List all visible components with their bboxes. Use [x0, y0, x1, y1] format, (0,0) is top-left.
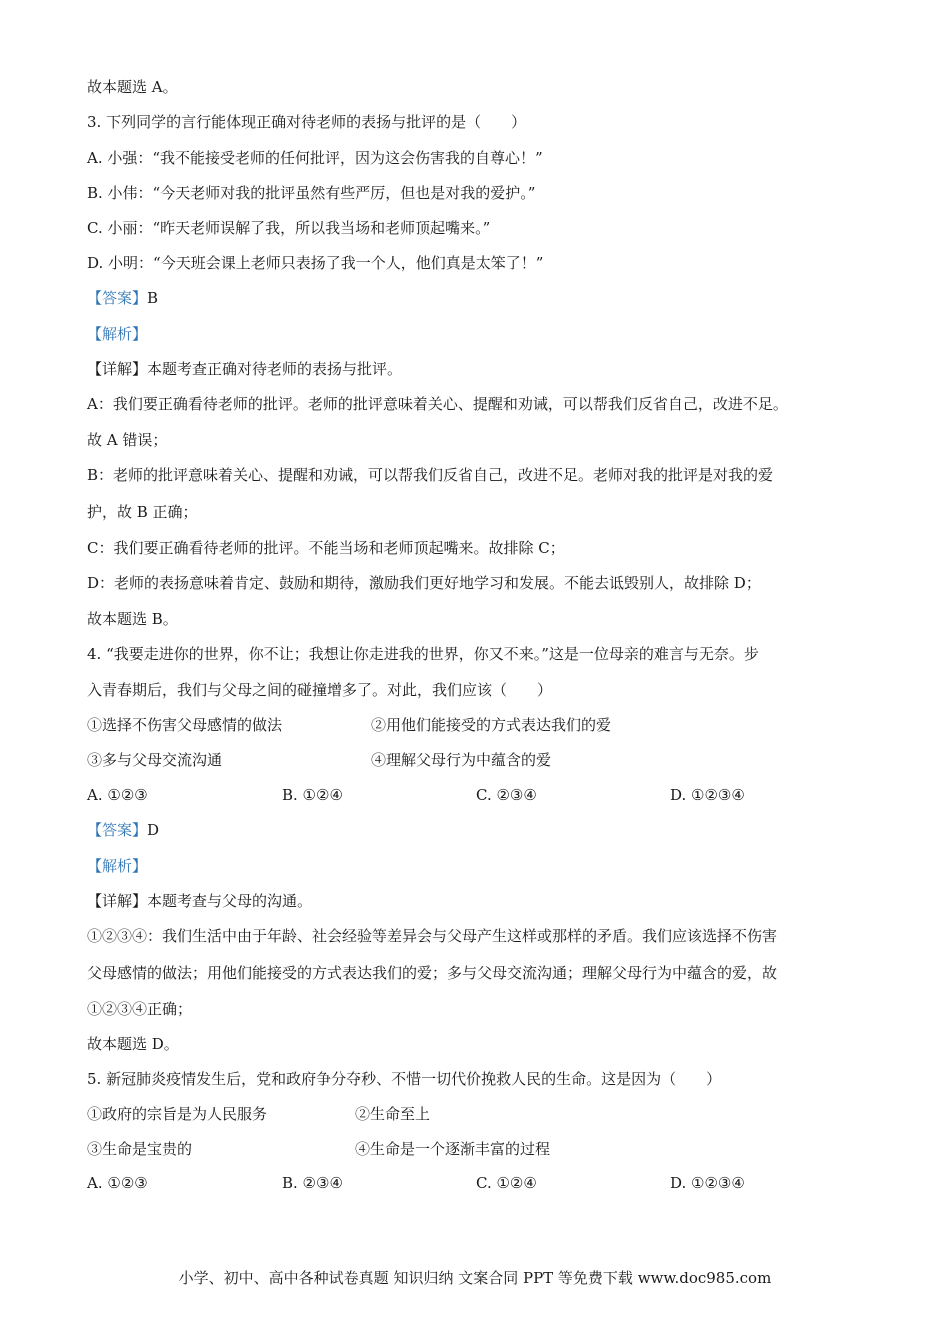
question-3-option-c: C. 小丽：“昨天老师误解了我，所以我当场和老师顶起嘴来。” — [87, 219, 491, 237]
detail-b-cont-q3: 护，故 B 正确； — [87, 503, 198, 521]
question-5-item-4: ④生命是一个逐渐丰富的过程 — [355, 1140, 551, 1158]
answer-label: 【答案】 — [87, 289, 148, 307]
answer-line-q4 — [87, 820, 159, 840]
page-footer: 小学、初中、高中各种试卷真题 知识归纳 文案合同 PPT 等免费下载 www.doc985.com — [178, 1269, 772, 1287]
question-5-choice-d: D. ①②③④ — [670, 1174, 745, 1192]
detail-d-q3: D：老师的表扬意味着肯定、鼓励和期待，激励我们更好地学习和发展。不能去诋毁别人，故排除 D； — [87, 574, 761, 592]
question-3-option-d: D. 小明：“今天班会课上老师只表扬了我一个人，他们真是太笨了！” — [87, 254, 544, 272]
answer-line-q3 — [87, 288, 158, 308]
detail-a-q3: A：我们要正确看待老师的批评。老师的批评意味着关心、提醒和劝诫，可以帮我们反省自己，改进不足。 — [87, 395, 788, 413]
detail-body-end-q4: ①②③④正确； — [87, 1000, 193, 1018]
question-5-choice-b: B. ②③④ — [282, 1174, 343, 1192]
analysis-label-q4: 【解析】 — [87, 857, 148, 875]
question-4-choice-d: D. ①②③④ — [670, 786, 745, 804]
question-4-item-2: ②用他们能接受的方式表达我们的爱 — [371, 716, 612, 734]
detail-b-q3: B：老师的批评意味着关心、提醒和劝诫，可以帮我们反省自己，改进不足。老师对我的批评是对我的爱 — [87, 466, 774, 484]
question-5-item-3: ③生命是宝贵的 — [87, 1140, 193, 1158]
detail-body-cont-q4: 父母感情的做法；用他们能接受的方式表达我们的爱；多与父母交流沟通；理解父母行为中蕴含的爱，故 — [87, 964, 778, 982]
question-4-choice-b: B. ①②④ — [282, 786, 343, 804]
question-3-option-b: B. 小伟：“今天老师对我的批评虽然有些严厉，但也是对我的爱护。” — [87, 184, 536, 202]
question-4-choice-c: C. ②③④ — [476, 786, 537, 804]
question-4-stem-cont: 入青春期后，我们与父母之间的碰撞增多了。对此，我们应该（ ） — [87, 681, 553, 699]
question-3-stem: 3. 下列同学的言行能体现正确对待老师的表扬与批评的是（ ） — [87, 113, 527, 131]
conclusion-q3: 故本题选 B。 — [87, 610, 178, 628]
question-3-option-a: A. 小强：“我不能接受老师的任何批评，因为这会伤害我的自尊心！” — [87, 149, 543, 167]
question-4-choice-a: A. ①②③ — [87, 786, 148, 804]
answer-value: B — [147, 289, 159, 307]
question-5-item-1: ①政府的宗旨是为人民服务 — [87, 1105, 268, 1123]
detail-c-q3: C：我们要正确看待老师的批评。不能当场和老师顶起嘴来。故排除 C； — [87, 539, 565, 557]
analysis-label-q3: 【解析】 — [87, 325, 148, 343]
question-4-item-3: ③多与父母交流沟通 — [87, 751, 223, 769]
detail-body-q4: ①②③④：我们生活中由于年龄、社会经验等差异会与父母产生这样或那样的矛盾。我们应该选择不伤害 — [87, 927, 778, 945]
conclusion-q4: 故本题选 D。 — [87, 1035, 179, 1053]
conclusion-q2: 故本题选 A。 — [87, 78, 178, 96]
answer-value: D — [147, 821, 160, 839]
answer-label: 【答案】 — [87, 821, 148, 839]
question-5-stem: 5. 新冠肺炎疫情发生后，党和政府争分夺秒、不惜一切代价挽救人民的生命。这是因为（ ） — [87, 1070, 722, 1088]
question-5-choice-c: C. ①②④ — [476, 1174, 537, 1192]
question-4-stem: 4. “我要走进你的世界，你不让；我想让你走进我的世界，你又不来。”这是一位母亲的难言与无奈。步 — [87, 645, 759, 663]
question-5-item-2: ②生命至上 — [355, 1105, 431, 1123]
question-5-choice-a: A. ①②③ — [87, 1174, 148, 1192]
question-4-item-1: ①选择不伤害父母感情的做法 — [87, 716, 283, 734]
detail-a-cont-q3: 故 A 错误； — [87, 431, 168, 449]
detail-intro-q3: 【详解】本题考查正确对待老师的表扬与批评。 — [87, 360, 403, 378]
detail-intro-q4: 【详解】本题考查与父母的沟通。 — [87, 892, 313, 910]
question-4-item-4: ④理解父母行为中蕴含的爱 — [371, 751, 552, 769]
